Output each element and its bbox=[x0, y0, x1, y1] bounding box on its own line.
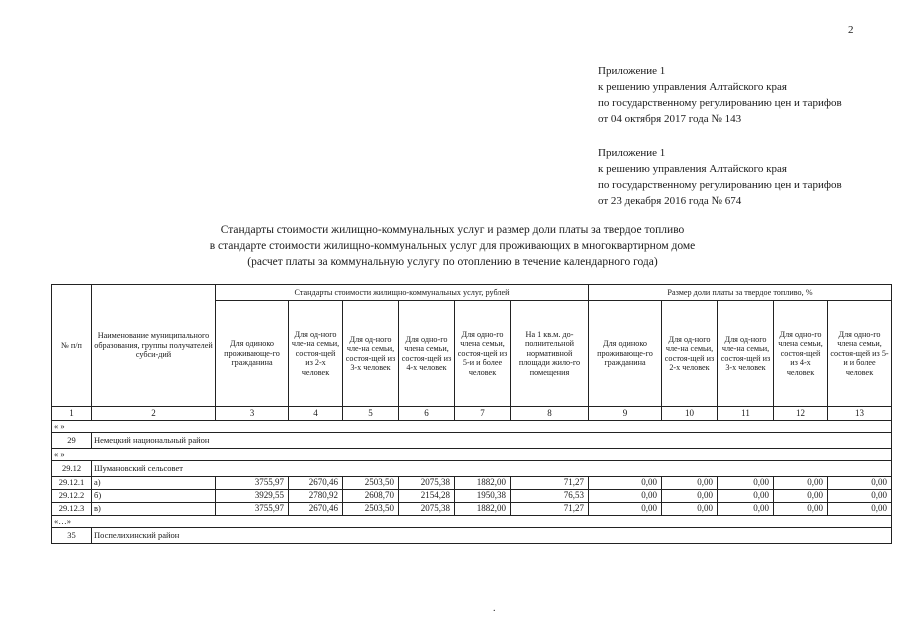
column-number: 10 bbox=[662, 407, 718, 421]
column-number: 1 bbox=[52, 407, 92, 421]
appendix-title: Приложение 1 bbox=[598, 147, 666, 159]
value-cell: 2780,92 bbox=[289, 490, 343, 503]
value-cell: 0,00 bbox=[589, 503, 662, 516]
section-number: 35 bbox=[52, 528, 92, 544]
row-number: 29.12.2 bbox=[52, 490, 92, 503]
title-line-1: Стандарты стоимости жилищно-коммунальных услуг и размер доли платы за твердое топливо bbox=[220, 224, 685, 236]
row-number: 29.12.3 bbox=[52, 503, 92, 516]
section-row bbox=[52, 461, 892, 477]
header-fuel-family-5: Для одно-го члена семьи, состоя-щей из 5-и и более человек bbox=[828, 301, 892, 407]
header-group-fuel: Размер доли платы за твердое топливо, % bbox=[589, 285, 892, 301]
header-std-family-5: Для одно-го члена семьи, состоя-щей из 5-и и более человек bbox=[455, 301, 511, 407]
value-cell: 0,00 bbox=[662, 477, 718, 490]
section-name: Поспелихинский район bbox=[92, 528, 892, 544]
column-number: 6 bbox=[399, 407, 455, 421]
column-number: 12 bbox=[774, 407, 828, 421]
value-cell: 0,00 bbox=[718, 477, 774, 490]
header-col-number: № п/п bbox=[52, 285, 92, 407]
table-row bbox=[52, 503, 892, 516]
appendix-authority: по государственному регулированию цен и тарифов bbox=[598, 97, 842, 109]
footer-mark: . bbox=[493, 603, 496, 614]
row-label: а) bbox=[92, 477, 216, 490]
omission-row bbox=[52, 516, 892, 528]
header-fuel-family-4: Для одно-го члена семьи, состоя-щей из 4-х человек bbox=[774, 301, 828, 407]
value-cell: 2670,46 bbox=[289, 477, 343, 490]
title-line-2: в стандарте стоимости жилищно-коммунальных услуг для проживающих в многоквартирном доме bbox=[209, 240, 696, 252]
value-cell: 1882,00 bbox=[455, 477, 511, 490]
appendix-note-original bbox=[598, 145, 842, 209]
header-group-standards: Стандарты стоимости жилищно-коммунальных услуг, рублей bbox=[216, 285, 589, 301]
value-cell: 2608,70 bbox=[343, 490, 399, 503]
value-cell: 71,27 bbox=[511, 503, 589, 516]
appendix-authority: по государственному регулированию цен и тарифов bbox=[598, 179, 842, 191]
header-fuel-single: Для одиноко проживающе-го гражданина bbox=[589, 301, 662, 407]
omission-row bbox=[52, 421, 892, 433]
header-std-family-3: Для од-ного чле-на семьи, состоя-щей из 3-х человек bbox=[343, 301, 399, 407]
value-cell: 0,00 bbox=[718, 490, 774, 503]
value-cell: 2503,50 bbox=[343, 503, 399, 516]
value-cell: 0,00 bbox=[589, 490, 662, 503]
value-cell: 2503,50 bbox=[343, 477, 399, 490]
title-line-3: (расчет платы за коммунальную услугу по отоплению в течение календарного года) bbox=[247, 256, 658, 268]
header-col-name: Наименование муниципального образования, группы получателей субси-дий bbox=[92, 285, 216, 407]
section-number: 29.12 bbox=[52, 461, 92, 477]
row-label: б) bbox=[92, 490, 216, 503]
header-std-family-4: Для одно-го члена семьи, состоя-щей из 4-х человек bbox=[399, 301, 455, 407]
appendix-date: от 23 декабря 2016 года № 674 bbox=[598, 195, 742, 207]
appendix-note-current bbox=[598, 63, 842, 127]
value-cell: 0,00 bbox=[828, 490, 892, 503]
section-row bbox=[52, 433, 892, 449]
column-number: 7 bbox=[455, 407, 511, 421]
section-number: 29 bbox=[52, 433, 92, 449]
header-fuel-family-3: Для од-ного чле-на семьи, состоя-щей из 3-х человек bbox=[718, 301, 774, 407]
value-cell: 0,00 bbox=[774, 503, 828, 516]
row-label: в) bbox=[92, 503, 216, 516]
column-number: 11 bbox=[718, 407, 774, 421]
value-cell: 2154,28 bbox=[399, 490, 455, 503]
value-cell: 2075,38 bbox=[399, 503, 455, 516]
column-number: 3 bbox=[216, 407, 289, 421]
value-cell: 3755,97 bbox=[216, 477, 289, 490]
section-row bbox=[52, 528, 892, 544]
appendix-decision: к решению управления Алтайского края bbox=[598, 163, 787, 175]
page-number: 2 bbox=[848, 24, 854, 36]
value-cell: 3755,97 bbox=[216, 503, 289, 516]
appendix-title: Приложение 1 bbox=[598, 65, 666, 77]
value-cell: 76,53 bbox=[511, 490, 589, 503]
appendix-date: от 04 октября 2017 года № 143 bbox=[598, 113, 742, 125]
column-number: 8 bbox=[511, 407, 589, 421]
header-std-family-2: Для од-ного чле-на семьи, состоя-щей из 2-х человек bbox=[289, 301, 343, 407]
value-cell: 2670,46 bbox=[289, 503, 343, 516]
column-number-row bbox=[52, 407, 892, 421]
column-number: 5 bbox=[343, 407, 399, 421]
value-cell: 0,00 bbox=[662, 490, 718, 503]
appendix-decision: к решению управления Алтайского края bbox=[598, 81, 787, 93]
value-cell: 0,00 bbox=[774, 477, 828, 490]
value-cell: 2075,38 bbox=[399, 477, 455, 490]
table-row bbox=[52, 490, 892, 503]
header-fuel-family-2: Для од-ного чле-на семьи, состоя-щей из 2-х человек bbox=[662, 301, 718, 407]
value-cell: 0,00 bbox=[828, 503, 892, 516]
column-number: 9 bbox=[589, 407, 662, 421]
omission-mark: «…» bbox=[52, 516, 892, 528]
value-cell: 1882,00 bbox=[455, 503, 511, 516]
header-std-per-sqm: На 1 кв.м. до-полнительной нормативной площади жило-го помещения bbox=[511, 301, 589, 407]
column-number: 2 bbox=[92, 407, 216, 421]
value-cell: 0,00 bbox=[662, 503, 718, 516]
standards-table bbox=[51, 284, 892, 544]
column-number: 4 bbox=[289, 407, 343, 421]
table-row bbox=[52, 477, 892, 490]
value-cell: 0,00 bbox=[718, 503, 774, 516]
row-number: 29.12.1 bbox=[52, 477, 92, 490]
header-std-single: Для одиноко проживающе-го гражданина bbox=[216, 301, 289, 407]
value-cell: 0,00 bbox=[828, 477, 892, 490]
document-title bbox=[0, 222, 905, 270]
value-cell: 0,00 bbox=[774, 490, 828, 503]
column-number: 13 bbox=[828, 407, 892, 421]
section-name: Немецкий национальный район bbox=[92, 433, 892, 449]
value-cell: 0,00 bbox=[589, 477, 662, 490]
value-cell: 71,27 bbox=[511, 477, 589, 490]
omission-mark: « » bbox=[52, 421, 892, 433]
omission-row bbox=[52, 449, 892, 461]
value-cell: 1950,38 bbox=[455, 490, 511, 503]
section-name: Шумановский сельсовет bbox=[92, 461, 892, 477]
value-cell: 3929,55 bbox=[216, 490, 289, 503]
omission-mark: « » bbox=[52, 449, 892, 461]
